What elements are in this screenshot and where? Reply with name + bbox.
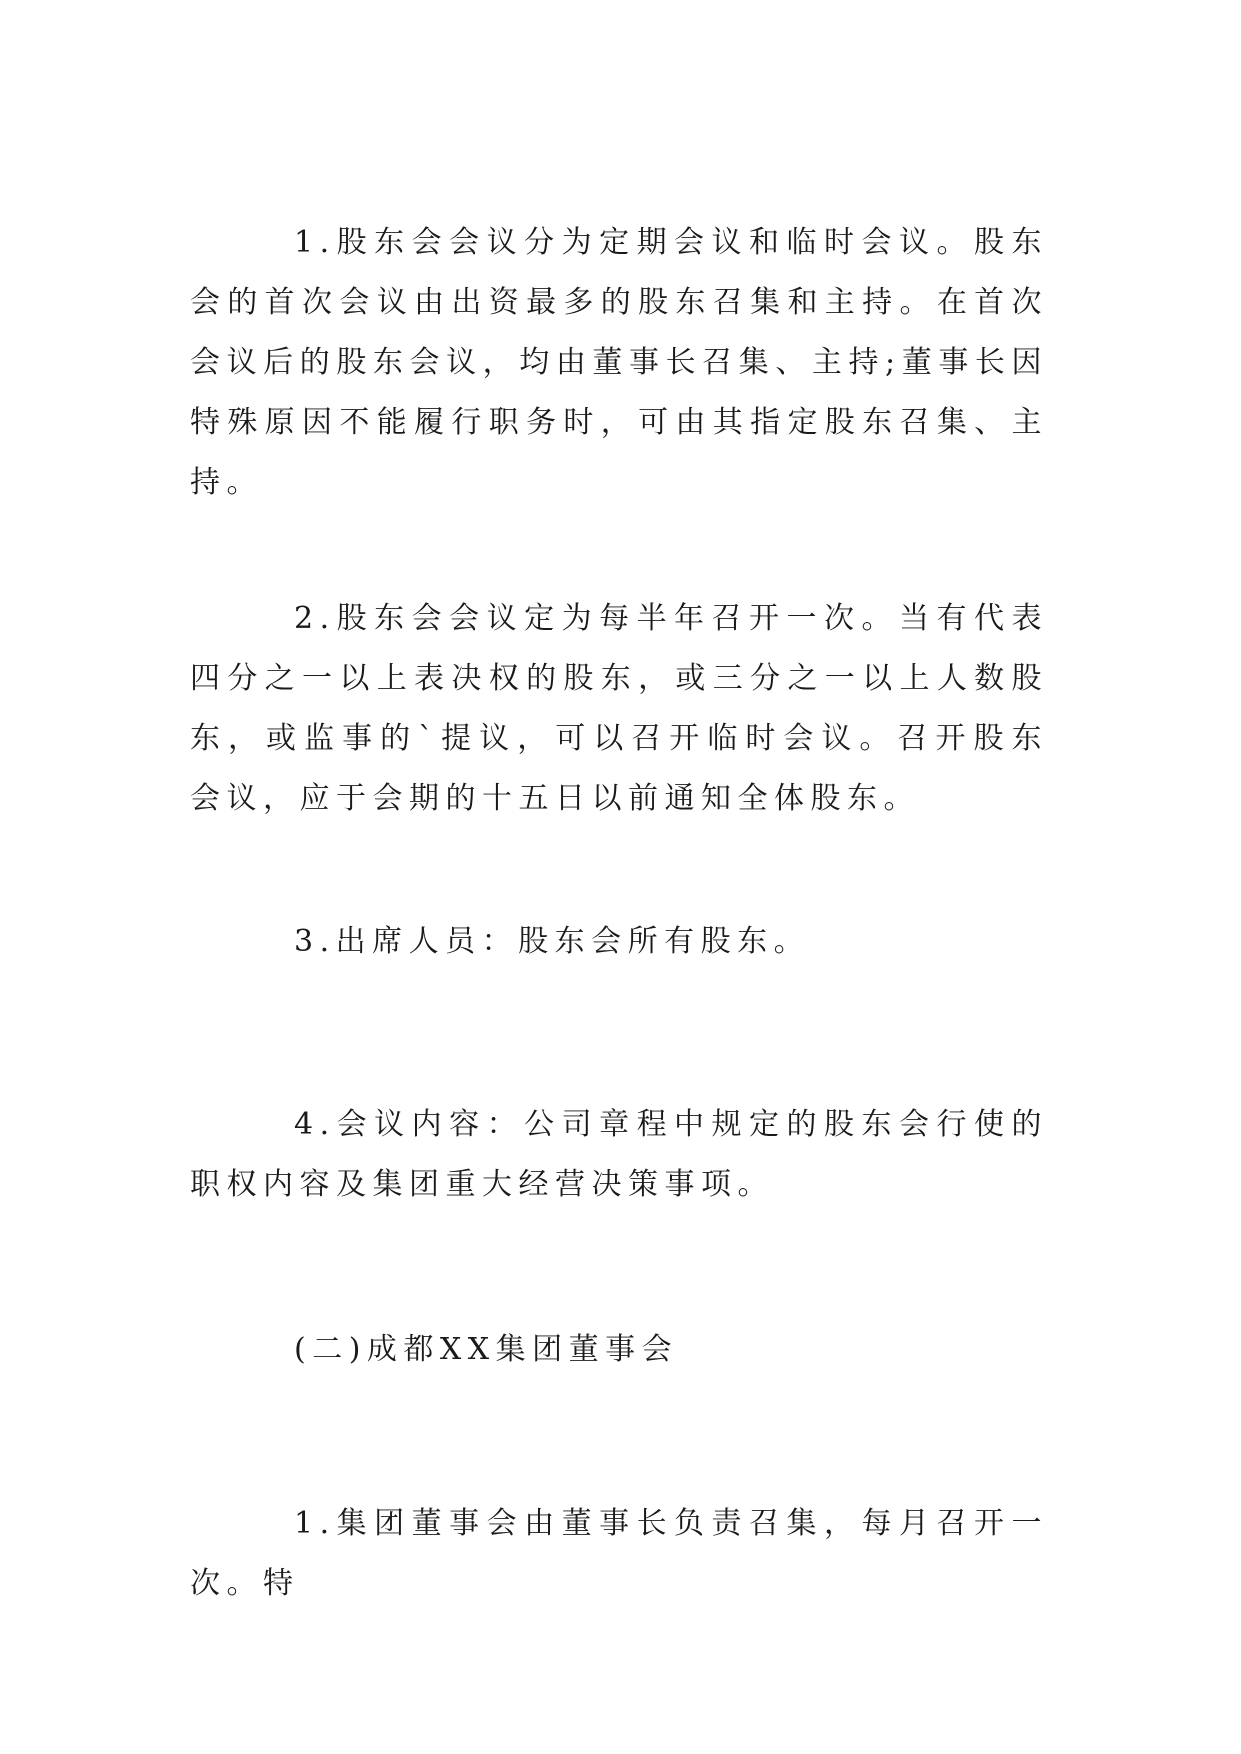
paragraph-attendees: 3.出席人员：股东会所有股东。 — [294, 924, 811, 959]
paragraph-shareholder-meeting-types: 1.股东会会议分为定期会议和临时会议。股东会的首次会议由出资最多的股东召集和主持。在首次会议后的股东会议，均由董事长召集、主持;董事长因特殊原因不能履行职务时，可由其指定股东召集、主持。 — [190, 225, 1048, 500]
paragraph-meeting-schedule: 2.股东会会议定为每半年召开一次。当有代表四分之一以上表决权的股东，或三分之一以上人数股东，或监事的`提议，可以召开临时会议。召开股东会议，应于会期的十五日以前通知全体股东。 — [190, 601, 1048, 816]
paragraph-meeting-content: 4.会议内容：公司章程中规定的股东会行使的职权内容及集团重大经营决策事项。 — [190, 1107, 1048, 1202]
section-heading-board: (二)成都XX集团董事会 — [294, 1332, 679, 1367]
paragraph-board-meeting: 1.集团董事会由董事长负责召集，每月召开一次。特 — [190, 1506, 1048, 1601]
